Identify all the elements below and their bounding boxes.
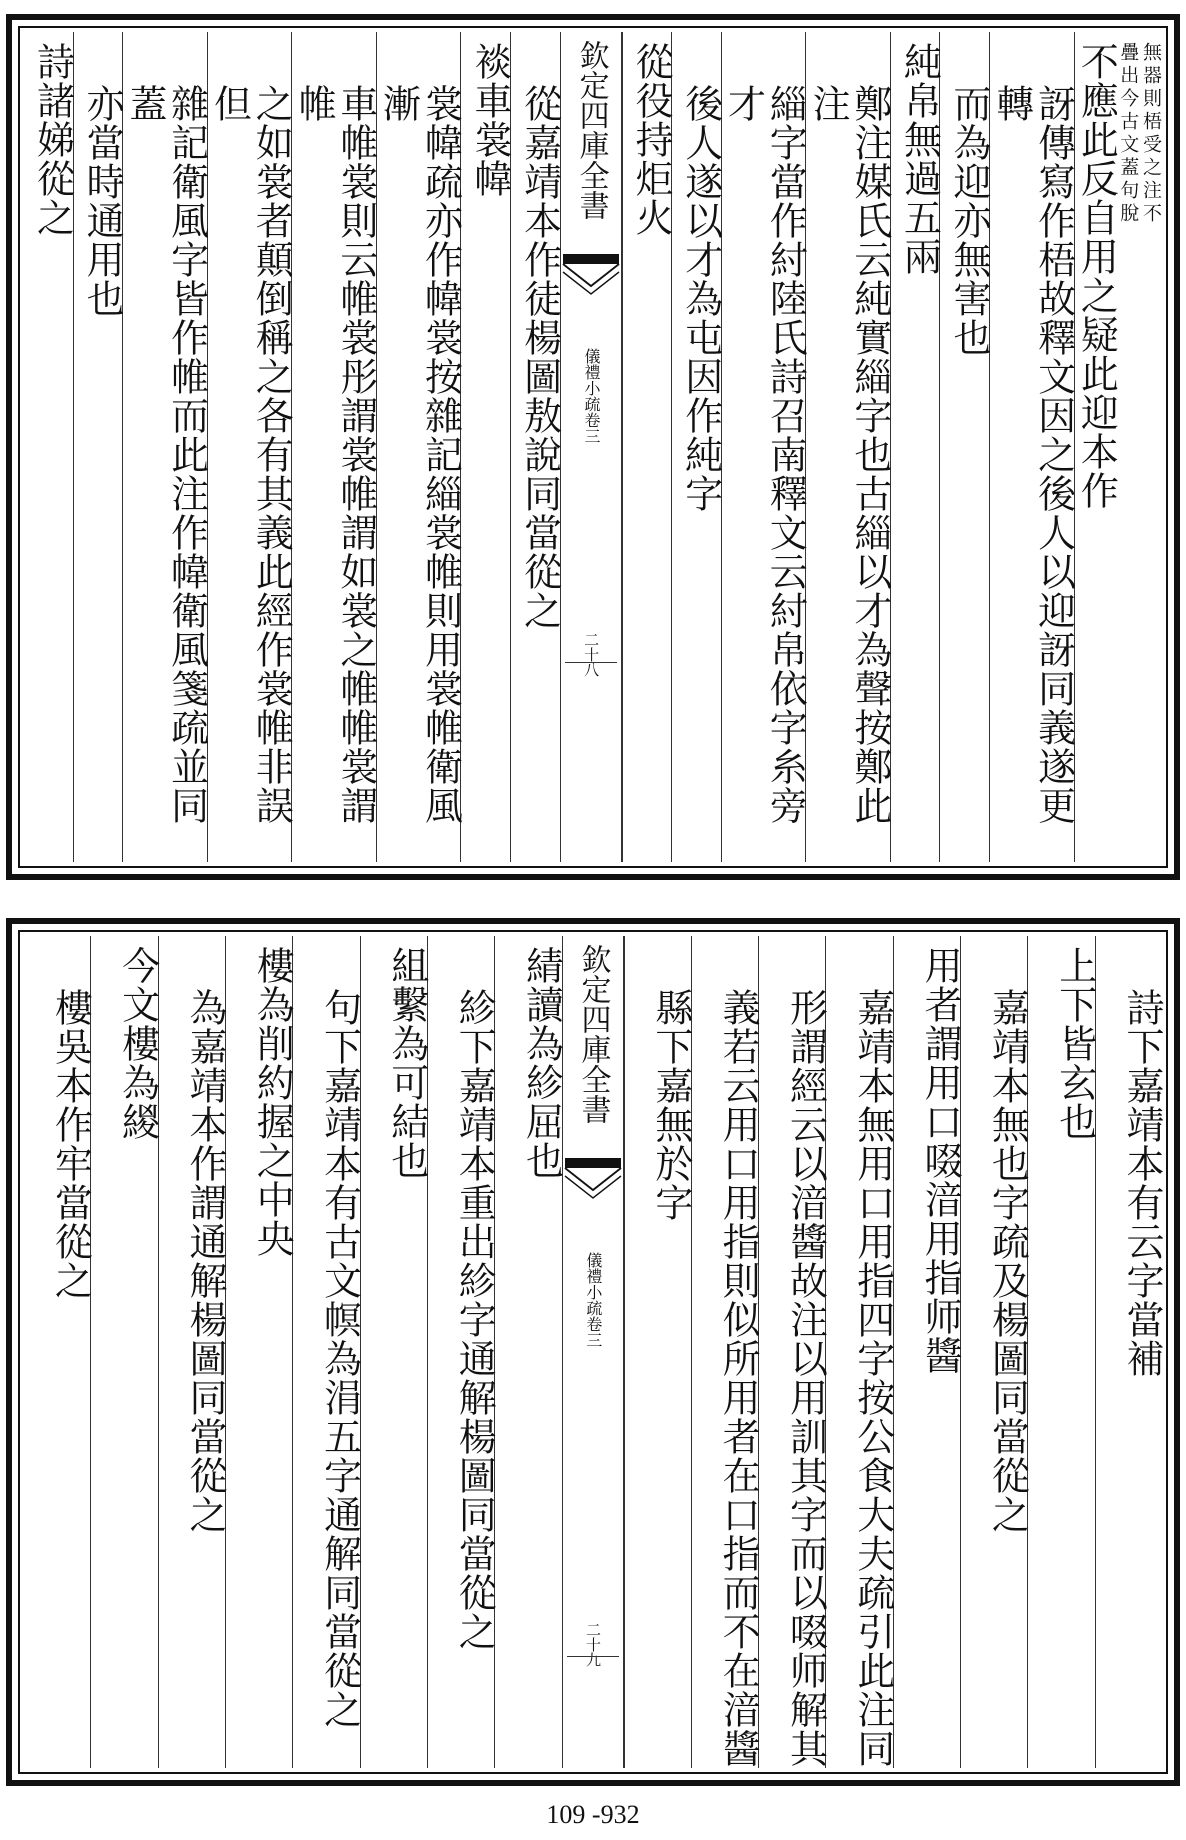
text-line: 不應此反自用之疑此迎本作 — [1074, 42, 1119, 510]
folio-number: 二十九 — [584, 1622, 602, 1667]
center-fold-column — [560, 32, 622, 862]
text-column-4: 用者謂用口啜湆用指师醬 — [893, 936, 960, 1768]
book-title-block — [580, 348, 601, 444]
text-column-14: 為嘉靖本作謂通解楊圖同當從之 — [158, 936, 225, 1768]
fold-rule — [565, 662, 617, 663]
text-column-15: 今文樓為緵 — [90, 936, 157, 1768]
text-column-10: 紾下嘉靖本重出紾字通解楊圖同當從之 — [427, 936, 494, 1768]
text-column-9: 從嘉靖本作徒楊圖敖說同當從之 — [510, 32, 560, 862]
text-column-6: 形謂經云以湆醬故注以用訓其字而以啜师解其 — [758, 936, 825, 1768]
text-column-11: 裳幃疏亦作幃裳按雜記緇裳帷則用裳帷衛風漸 — [376, 32, 461, 862]
center-fold-column — [562, 936, 624, 1768]
note-line-right: 無器則梧受之注不 — [1140, 42, 1162, 226]
book-title-block — [582, 1252, 603, 1348]
text-column-6: 緇字當作紂陸氏詩召南釋文云紂帛依字糸旁才 — [721, 32, 806, 862]
text-column-7: 義若云用口用指則似所用者在口指而不在湆醬 — [691, 936, 758, 1768]
text-column-5: 嘉靖本無用口用指四字按公食大夫疏引此注同 — [825, 936, 892, 1768]
text-column-9: 綪讀為紾屈也 — [494, 936, 561, 1768]
text-column-13: 之如裳者顛倒稱之各有其義此經作裳帷非誤但 — [207, 32, 292, 862]
text-column-1 — [1074, 32, 1162, 862]
volume-number: 卷三 — [583, 1316, 603, 1348]
text-column-5: 鄭注媒氏云純實緇字也古緇以才為聲按鄭此注 — [805, 32, 890, 862]
text-column-2: 訝傳寫作梧故釋文因之後人以迎訝同義遂更轉 — [989, 32, 1074, 862]
text-column-7: 後人遂以才為屯因作純字 — [671, 32, 721, 862]
book-title: 儀禮小疏 — [581, 348, 601, 412]
text-column-3: 而為迎亦無害也 — [939, 32, 989, 862]
page-number-label: 109 -932 — [546, 1800, 640, 1829]
text-column-13: 樓為削約握之中央 — [225, 936, 292, 1768]
text-column-10: 裧車裳幃 — [460, 32, 510, 862]
text-column-11: 組繫為可結也 — [360, 936, 427, 1768]
double-line-note — [1116, 42, 1162, 862]
text-column-4: 純帛無過五兩 — [890, 32, 940, 862]
fold-rule — [567, 1656, 619, 1657]
volume-number: 卷三 — [581, 412, 601, 444]
text-column-12: 句下嘉靖本有古文幎為涓五字通解同當從之 — [292, 936, 359, 1768]
text-column-2: 上下皆玄也 — [1027, 936, 1094, 1768]
top-page — [6, 14, 1180, 880]
fish-tail-mark-icon — [563, 254, 619, 300]
text-column-12: 車帷裳則云帷裳彤謂裳帷謂如裳之帷帷裳謂帷 — [291, 32, 376, 862]
collection-title: 欽定四庫全書 — [575, 944, 611, 1124]
note-line-left: 疊出今古文蓋句脫 — [1117, 42, 1140, 226]
text-column-3: 嘉靖本無也字疏及楊圖同當從之 — [960, 936, 1027, 1768]
fish-tail-mark-icon — [565, 1158, 621, 1204]
book-title: 儀禮小疏 — [583, 1252, 603, 1316]
text-column-14: 雜記衛風字皆作帷而此注作幃衛風箋疏並同蓋 — [122, 32, 207, 862]
text-column-16: 樓吳本作牢當從之 — [48, 988, 93, 1300]
text-column-8: 縣下嘉無於字 — [624, 936, 691, 1768]
folio-number: 二十八 — [582, 632, 601, 677]
bottom-page — [6, 918, 1180, 1786]
collection-title: 欽定四庫全書 — [573, 40, 609, 220]
text-column-16: 詩諸娣從之 — [30, 42, 75, 237]
text-column-15: 亦當時通用也 — [73, 32, 123, 862]
text-column-8: 從役持炬火 — [622, 32, 672, 862]
text-column-1: 詩下嘉靖本有云字當補 — [1095, 936, 1162, 1768]
